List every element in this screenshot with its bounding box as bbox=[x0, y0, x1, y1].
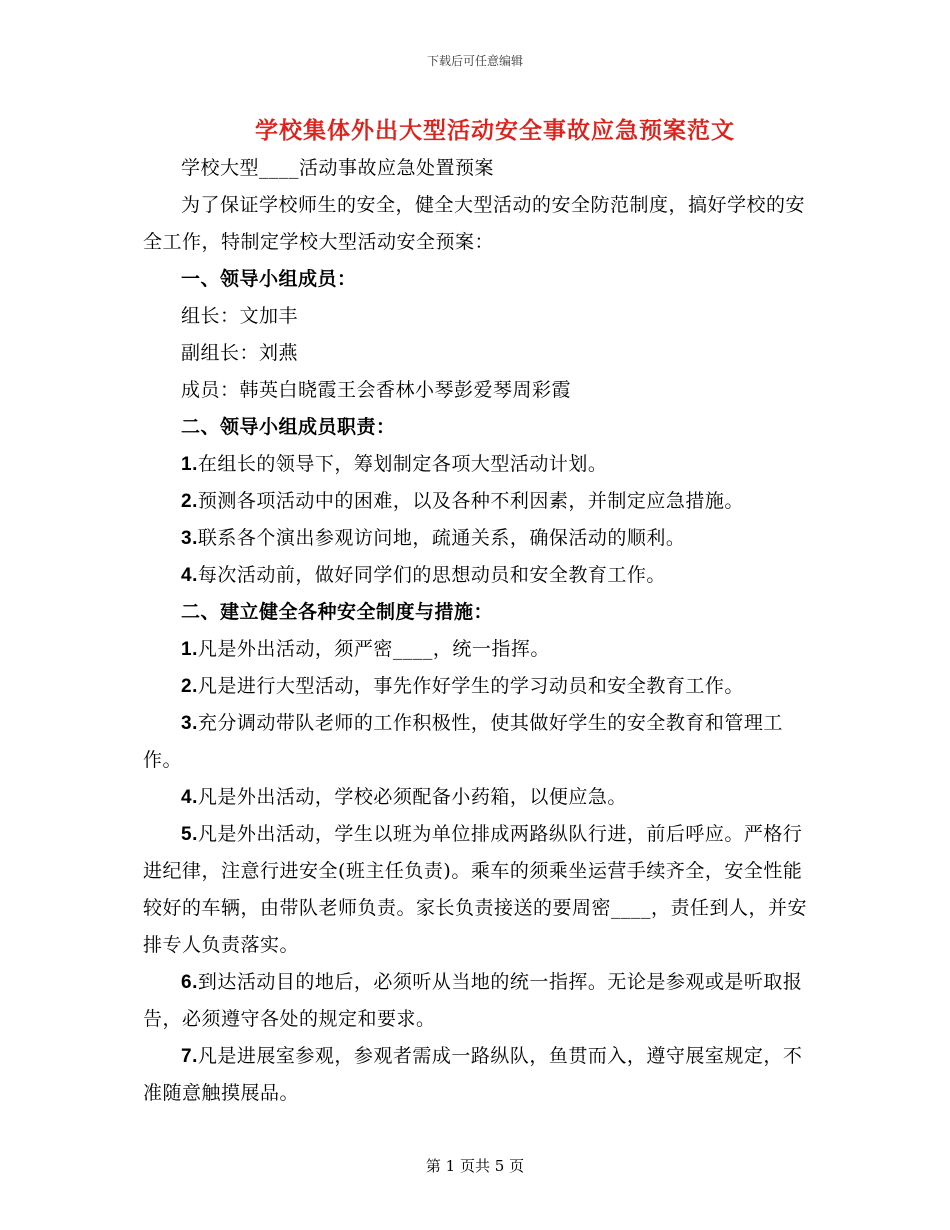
item-number: 6. bbox=[181, 972, 198, 993]
item-number: 5. bbox=[181, 824, 198, 845]
item-number: 3. bbox=[181, 528, 198, 549]
list-item: 3.充分调动带队老师的工作积极性，使其做好学生的安全教育和管理工作。 bbox=[143, 712, 783, 771]
document-body bbox=[143, 150, 808, 1112]
paragraph: 成员：韩英白晓霞王会香林小琴彭爱琴周彩霞 bbox=[181, 379, 572, 401]
paragraph: 副组长：刘燕 bbox=[181, 342, 299, 364]
item-number: 4. bbox=[181, 565, 198, 586]
section-heading: 一、领导小组成员： bbox=[181, 268, 357, 290]
paragraph: 组长：文加丰 bbox=[181, 305, 299, 327]
list-item: 5.凡是外出活动，学生以班为单位排成两路纵队行进，前后呼应。严格行进纪律，注意行进安全(班主任负责)。乘车的须乘坐运营手续齐全，安全性能较好的车辆，由带队老师负责。家长负责接送的要周密____，责任到人，并安排专人负责落实。 bbox=[143, 823, 808, 956]
list-item: 2.凡是进行大型活动，事先作好学生的学习动员和安全教育工作。 bbox=[181, 675, 744, 697]
item-number: 4. bbox=[181, 787, 198, 808]
paragraph: 学校大型____活动事故应急处置预案 bbox=[181, 157, 495, 179]
document-title: 学校集体外出大型活动安全事故应急预案范文 bbox=[255, 117, 735, 144]
item-number: 7. bbox=[181, 1046, 198, 1067]
list-item: 6.到达活动目的地后，必须听从当地的统一指挥。无论是参观或是听取报告，必须遵守各处的规定和要求。 bbox=[143, 971, 803, 1030]
item-number: 2. bbox=[181, 676, 198, 697]
list-item: 1.凡是外出活动，须严密____，统一指挥。 bbox=[181, 638, 550, 660]
paragraph: 为了保证学校师生的安全，健全大型活动的安全防范制度，搞好学校的安全工作，特制定学校大型活动安全预案： bbox=[143, 194, 806, 253]
section-heading: 二、领导小组成员职责： bbox=[181, 416, 396, 438]
item-number: 2. bbox=[181, 491, 198, 512]
list-item: 3.联系各个演出参观访问地，疏通关系，确保活动的顺利。 bbox=[181, 527, 686, 549]
item-number: 3. bbox=[181, 713, 198, 734]
section-heading: 二、建立健全各种安全制度与措施： bbox=[181, 601, 494, 623]
item-number: 1. bbox=[181, 454, 198, 475]
list-item: 1.在组长的领导下，筹划制定各项大型活动计划。 bbox=[181, 453, 608, 475]
header-note: 下载后可任意编辑 bbox=[426, 54, 523, 68]
list-item: 4.凡是外出活动，学校必须配备小药箱，以便应急。 bbox=[181, 786, 627, 808]
page-footer: 第 1 页共 5 页 bbox=[425, 1157, 525, 1175]
list-item: 4.每次活动前，做好同学们的思想动员和安全教育工作。 bbox=[181, 564, 666, 586]
list-item: 2.预测各项活动中的困难，以及各种不利因素，并制定应急措施。 bbox=[181, 490, 744, 512]
list-item: 7.凡是进展室参观，参观者需成一路纵队，鱼贯而入，遵守展室规定，不准随意触摸展品。 bbox=[143, 1045, 803, 1104]
item-number: 1. bbox=[181, 639, 198, 660]
